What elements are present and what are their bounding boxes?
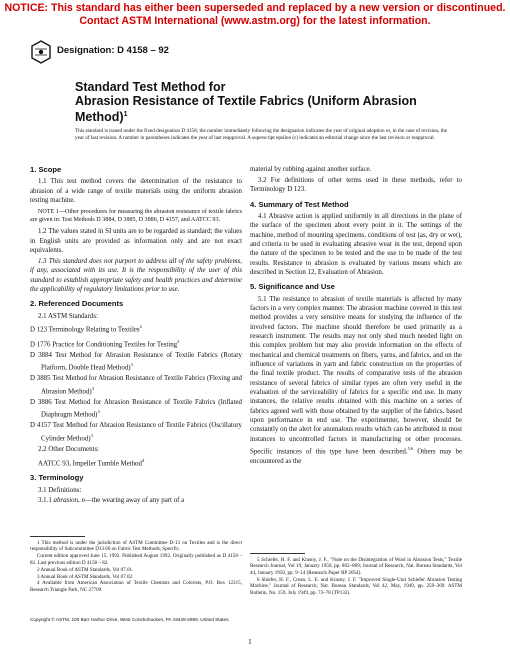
paragraph-2-1: 2.1 ASTM Standards: [38,312,98,320]
designation: Designation: D 4158 – 92 [57,45,169,56]
footnote-rule-left [30,536,85,537]
reference-item: D 1776 Practice for Conditioning Textiles for Testing$^2$ [30,338,180,348]
footnote: 2 Annual Book of ASTM Standards, Vol 07.01. [37,566,134,573]
paragraph-1-2: 1.2 The values stated in SI units are to be regarded as standard; the values in English units are provided as information only and are not exact equivalents. [30,228,242,255]
right-column [250,165,462,468]
copyright-line: Copyright © ASTM, 100 Barr Harbor Drive, West Conshohocken, PA 19428-2959, United States. [30,617,230,622]
section-referenced-heading: 2. Referenced Documents [30,299,124,309]
reference-item: D 3886 Test Method for Abrasion Resistance of Textile Fabrics (Inflated Diaphragm Method)$^3$ [30,398,242,419]
title-line-2: Abrasion Resistance of Textile Fabrics (Uniform Abrasion [75,94,417,108]
section-terminology-heading: 3. Terminology [30,473,84,483]
astm-logo-icon [30,40,52,64]
footnote: 6 Shiefer, H. F., Crean, L. E. and Krasny, J. F. "Improved Single-Unit Schiefer Abrasion Testing Machine," Journal of Research, Nat. Bureau Standards, Vol 42, May, 1949, pp. 259–269. ASTM Bulletin, No. 159, July 1949, pp. 73–78 (TP133). [250,576,462,596]
section-scope-heading: 1. Scope [30,165,62,174]
notice-line-1: NOTICE: This standard has either been superseded and replaced by a new version or discontinued. [4,2,506,14]
paragraph-3-1: 3.1 Definitions: [38,486,82,494]
footnotes-left [30,540,242,594]
left-column [30,160,242,507]
supersede-notice [0,2,510,28]
page-number: 1 [248,637,252,646]
footnote-rule-right [250,553,305,554]
reference-list [30,322,242,443]
footnote: 4 Available from American Association of Textile Chemists and Colorists, P.O. Box 12215, Research Triangle Park, NC 27709. [30,580,242,593]
note-1: NOTE 1—Other procedures for measuring the abrasion resistance of textile fabrics are given in: Test Methods D 3884, D 3885, D 3886, D 4157, and AATCC 93. [30,209,242,224]
paragraph-1-3: 1.3 This standard does not purport to address all of the safety problems, if any, associated with its use. It is the responsibility of the user of this standard to establish appropriate safety and health practices and determine the applicability of regulatory limitations prior to use. [30,257,242,293]
title-line-1: Standard Test Method for [75,80,226,94]
footnote: 3 Annual Book of ASTM Standards, Vol 07.02. [37,573,134,580]
section-significance-heading: 5. Significance and Use [250,282,335,292]
paragraph-3-1-1: 3.1.1 abrasion, n—the wearing away of any part of a [38,497,185,505]
title-line-3: Method)$^1$ [75,110,128,125]
section-summary-heading: 4. Summary of Test Method [250,199,349,209]
reference-item: D 4157 Test Method for Abrasion Resistance of Textile Fabrics (Oscillatory Cylinder Method)$^3$ [30,422,242,442]
issuance-statement: This standard is issued under the fixed designation D 4158; the number immediately following the designation indicates the year of original adoption or, in the case of revision, the year of last revision. A number in parentheses indicates the year of last reapproval. A superscript epsilon (ε) indicates an editorial change since the last revision or reapproval. [75,128,448,141]
footnote: 1 This method is under the jurisdiction of ASTM Committee D-13 on Textiles and is the direct responsibility of Subcommittee D13.60 on Fabric Test Methods, Specific. [30,540,242,553]
reference-aatcc: AATCC 93, Impeller Tumble Method$^4$ [38,457,145,467]
paragraph-2-2: 2.2 Other Documents: [38,445,100,453]
footnotes-right [250,557,462,596]
paragraph-4-1: 4.1 Abrasive action is applied uniformly in all directions in the plane of the surface of the specimen about every point in it. The settings of the machine, method of mounting specimens, conditions of test (as, dry or wet), and criteria to be used in evaluating abrasive wear in the test, depend upon the nature of the specimen to be tested and the use to be made of the test results. Resistance to abrasion is evaluated by various means which are described in Section 12, Evaluation of Abrasion. [250,212,462,276]
paragraph-3-1-1-continued: material by rubbing against another surface. [250,166,372,173]
paragraph-1-1: 1.1 This test method covers the determination of the resistance to abrasion of a wide range of textile materials using the uniform abrasion testing machine. [30,178,242,205]
paragraph-5-1: 5.1 The resistance to abrasion of textile materials is affected by many factors in a very complex manner. The abrasion machine covered in this test method provides a very sensitive means for studying the influence of the involved factors. The machine should therefore be used primarily as a research instrument. The results may not only shed much needed light on this complex problem but may also provide information on the effects of mechanical and chemical treatments on fibers, yarns, and fabrics, and on the influence of variations in yarn and fabric construction on the properties of the final textile product. The results of comparative tests of the abrasion resistance of several fabrics of similar types are often very useful in the evaluation of the serviceability of fabrics for a specific end use. In many instances, the relative results obtained with this machine on a series of fabrics agreed well with those obtained by the supplier of the fabrics, based upon performance in end use. The experimenter, however, should be constantly on the alert for anomalous results which can be attributed in most instances to uncontrolled factors in manufacturing or other processes. Specific instances of this type have been described.$^{5,6}$ Others may be encountered as the [250,295,463,465]
reference-item: D 3885 Test Method for Abrasion Resistance of Textile Fabrics (Flexing and Abrasion Method)$^3$ [30,375,242,395]
page-title [75,80,455,124]
footnote: Current edition approved June 15, 1992. Published August 1992. Originally published as D 4158 – 82. Last previous edition D 4158 – 82. [30,553,242,566]
reference-item: D 3884 Test Method for Abrasion Resistance of Textile Fabrics (Rotary Platform, Double Head Method)$^3$ [30,351,242,372]
paragraph-3-2: 3.2 For definitions of other terms used in these methods, refer to Terminology D 123. [250,176,462,194]
notice-line-2: Contact ASTM International (www.astm.org) for the latest information. [79,15,431,27]
footnote: 5 Schiefer, H. F. and Krasny, J. F., "Note on the Disintegration of Wool in Abrasion Tests," Textile Research Journal, Vol 19, January 1950, pp. 802–809; Journal of Research, Nat. Bureau Standards, Vol 44, January 1950, pp. 9–14 (Research Paper RP 2054). [250,557,462,576]
reference-item: D 123 Terminology Relating to Textiles$^2$ [30,324,142,334]
